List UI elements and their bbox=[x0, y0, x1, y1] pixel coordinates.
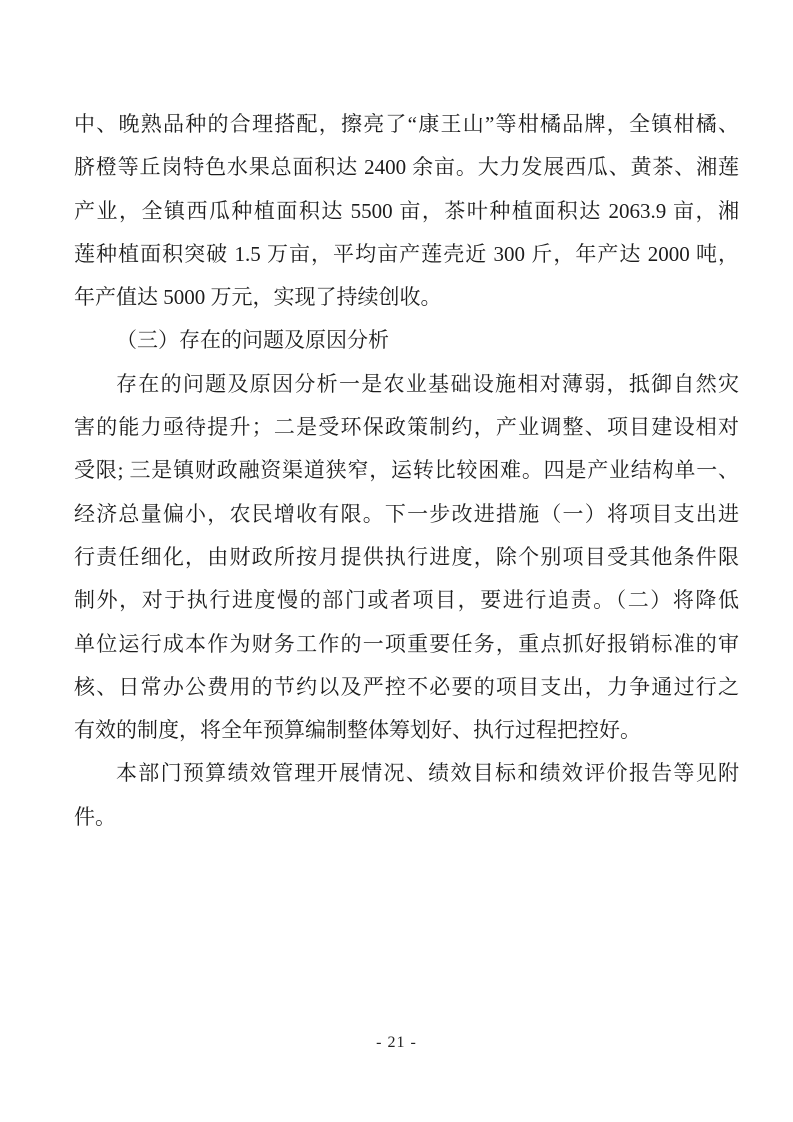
document-body bbox=[74, 103, 739, 839]
body-text-line: 莲种植面积突破 1.5 万亩，平均亩产莲壳近 300 斤，年产达 2000 吨， bbox=[74, 241, 739, 266]
body-text-line: 本部门预算绩效管理开展情况、绩效目标和绩效评价报告等见附 bbox=[116, 761, 739, 786]
body-text-line: 行责任细化，由财政所按月提供执行进度，除个别项目受其他条件限 bbox=[74, 544, 739, 569]
section-heading: （三）存在的问题及原因分析 bbox=[116, 328, 389, 353]
body-text-line: 单位运行成本作为财务工作的一项重要任务，重点抓好报销标准的审 bbox=[74, 631, 739, 656]
body-text-line: 受限; 三是镇财政融资渠道狭窄，运转比较困难。四是产业结构单一、 bbox=[74, 458, 739, 483]
body-text-line: 产业，全镇西瓜种植面积达 5500 亩，茶叶种植面积达 2063.9 亩，湘 bbox=[74, 198, 739, 223]
body-text-line: 脐橙等丘岗特色水果总面积达 2400 余亩。大力发展西瓜、黄茶、湘莲 bbox=[74, 155, 739, 180]
body-text-line: 存在的问题及原因分析一是农业基础设施相对薄弱，抵御自然灾 bbox=[116, 371, 739, 396]
body-text-line: 件。 bbox=[74, 804, 116, 829]
body-text-line: 制外，对于执行进度慢的部门或者项目，要进行追责。（二）将降低 bbox=[74, 588, 739, 613]
body-text-line: 害的能力亟待提升；二是受环保政策制约，产业调整、项目建设相对 bbox=[74, 415, 739, 440]
body-text-line: 核、日常办公费用的节约以及严控不必要的项目支出，力争通过行之 bbox=[74, 674, 739, 699]
body-text-line: 有效的制度，将全年预算编制整体筹划好、执行过程把控好。 bbox=[74, 718, 641, 743]
page-number: - 21 - bbox=[376, 1034, 417, 1051]
body-text-line: 年产值达 5000 万元，实现了持续创收。 bbox=[74, 285, 442, 310]
body-text-line: 经济总量偏小，农民增收有限。下一步改进措施（一）将项目支出进 bbox=[74, 501, 739, 526]
body-text-line: 中、晚熟品种的合理搭配，擦亮了“康王山”等柑橘品牌，全镇柑橘、 bbox=[74, 112, 739, 136]
